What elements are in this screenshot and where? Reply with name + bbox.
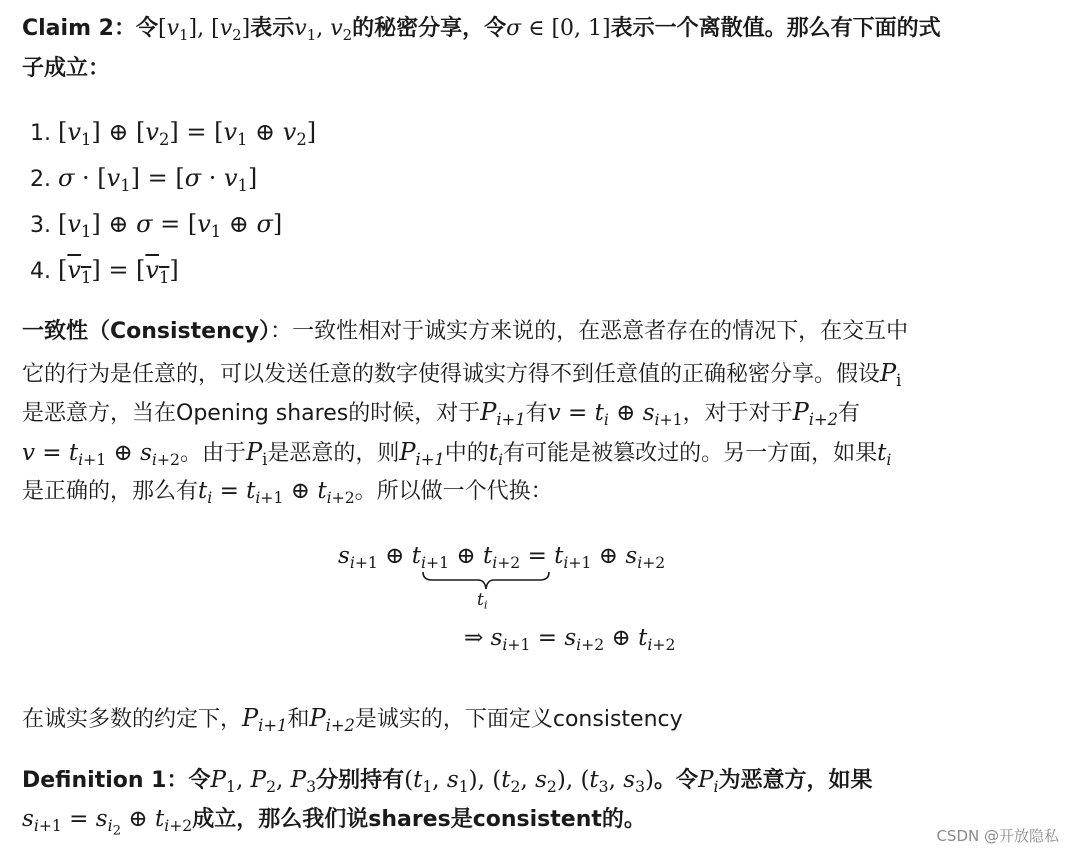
claim-text: 子成立：: [22, 56, 111, 81]
definition-line-2: $s_{i+1} = s_{i_2}$ ⊕ $t_{i+2}$成立，那么我们说shares是consistent的。: [22, 806, 646, 839]
consistency-line-5: 是正确的，那么有$t_i = t_{i+1}$ ⊕ $t_{i+2}$。所以做一个代换：: [22, 478, 553, 507]
list-number: 4.: [30, 259, 51, 284]
claim-text: 的秘密分享，令: [352, 16, 507, 41]
consistency-text: 是恶意的，则: [267, 441, 400, 466]
consistency-text: 中的: [444, 441, 489, 466]
list-number: 3.: [30, 213, 51, 238]
consistency-text: 它的行为是任意的，可以发送任意的数字使得诚实方得不到任意值的正确秘密分享。假设: [22, 362, 881, 387]
honest-line: 在诚实多数的约定下，$P_{i+1}$和$P_{i+2}$是诚实的，下面定义consistency: [22, 704, 683, 736]
list-item: 1. $[v_1]$ ⊕ $[v_2] = [v_1$ ⊕ $v_2$]: [30, 118, 317, 150]
list-item: 2. $\sigma \cdot [v_1] = [\sigma \cdot v_1]$: [30, 164, 258, 196]
watermark: CSDN @开放隐私: [936, 827, 1059, 845]
definition-text: 为恶意方，如果: [718, 768, 873, 793]
consistency-text: 是正确的，那么有: [22, 479, 199, 504]
honest-text: 和: [287, 707, 310, 732]
consistency-line-4: $v = t_{i+1}$ ⊕ $s_{i+2}$。由于$P_i$是恶意的，则$P_{i+1}$中的$t_i$有可能是被篡改过的。另一方面，如果$t_i$: [22, 438, 892, 470]
consistency-text: 。所以做一个代换：: [354, 479, 553, 504]
consistency-text: 一致性相对于诚实方来说的，在恶意者存在的情况下，在交互中: [292, 319, 909, 344]
consistency-line-3: 是恶意方，当在Opening shares的时候，对于$P_{i+1}$有$v = t_i$ ⊕ $s_{i+1}$，对于对于$P_{i+2}$有: [22, 398, 861, 430]
claim-text: 令: [135, 16, 158, 41]
display-equation-2: ⇒ $s_{i+1} = s_{i+2}$ ⊕ $t_{i+2}$: [464, 625, 676, 654]
definition-text: 成立，那么我们说shares是consistent的。: [192, 807, 646, 832]
claim-text: 表示一个离散值。那么有下面的式: [610, 16, 941, 41]
consistency-text: 。由于: [179, 441, 246, 466]
definition-label: Definition 1：: [22, 768, 189, 793]
claim-text: 表示: [250, 16, 295, 41]
claim-line-1: Claim 2：令$[v_1]$, $[v_2]$表示$v_1$, $v_2$的秘密分享，令σ ∈ [0, 1]表示一个离散值。那么有下面的式: [22, 16, 941, 44]
consistency-text: ，对于对于: [682, 401, 793, 426]
consistency-text: 是恶意方，当在Opening shares的时候，对于: [22, 401, 481, 426]
definition-text: 分别持有: [316, 768, 405, 793]
claim-line-2: [22, 56, 110, 82]
underbrace-label: $t_i$: [477, 590, 488, 612]
list-number: 1.: [30, 121, 51, 146]
definition-text: 令: [188, 768, 211, 793]
list-item: 4. $[v_1] = [v_1]$: [30, 256, 179, 288]
honest-text: 在诚实多数的约定下，: [22, 707, 243, 732]
honest-text: 是诚实的，下面定义consistency: [354, 707, 683, 732]
claim-label: Claim 2：: [22, 16, 136, 41]
consistency-line-2: 它的行为是任意的，可以发送任意的数字使得诚实方得不到任意值的正确秘密分享。假设$P_i$: [22, 359, 902, 391]
consistency-text: ：: [270, 319, 293, 344]
display-equation-1: $s_{i+1}$ ⊕ $t_{i+1}$ ⊕ $t_{i+2} = t_{i+1}$ ⊕ $s_{i+2}$: [338, 543, 666, 572]
consistency-heading: 一致性（Consistency）: [22, 319, 271, 344]
definition-line-1: Definition 1：令$P_1$, $P_2$, $P_3$分别持有($t_1$, $s_1$), ($t_2$, $s_2$), ($t_3$, $s_3$)。令$P_i$为恶意方，如果: [22, 767, 873, 796]
underbrace: [422, 571, 550, 591]
list-number: 2.: [30, 167, 51, 192]
consistency-text: 有: [838, 401, 861, 426]
consistency-text: 有可能是被篡改过的。另一方面，如果: [503, 441, 878, 466]
definition-text: 。令: [654, 768, 699, 793]
consistency-text: 有: [525, 401, 548, 426]
list-item: 3. $[v_1]$ ⊕ $\sigma = [v_1$ ⊕ σ]: [30, 210, 283, 242]
consistency-line-1: [22, 319, 908, 345]
